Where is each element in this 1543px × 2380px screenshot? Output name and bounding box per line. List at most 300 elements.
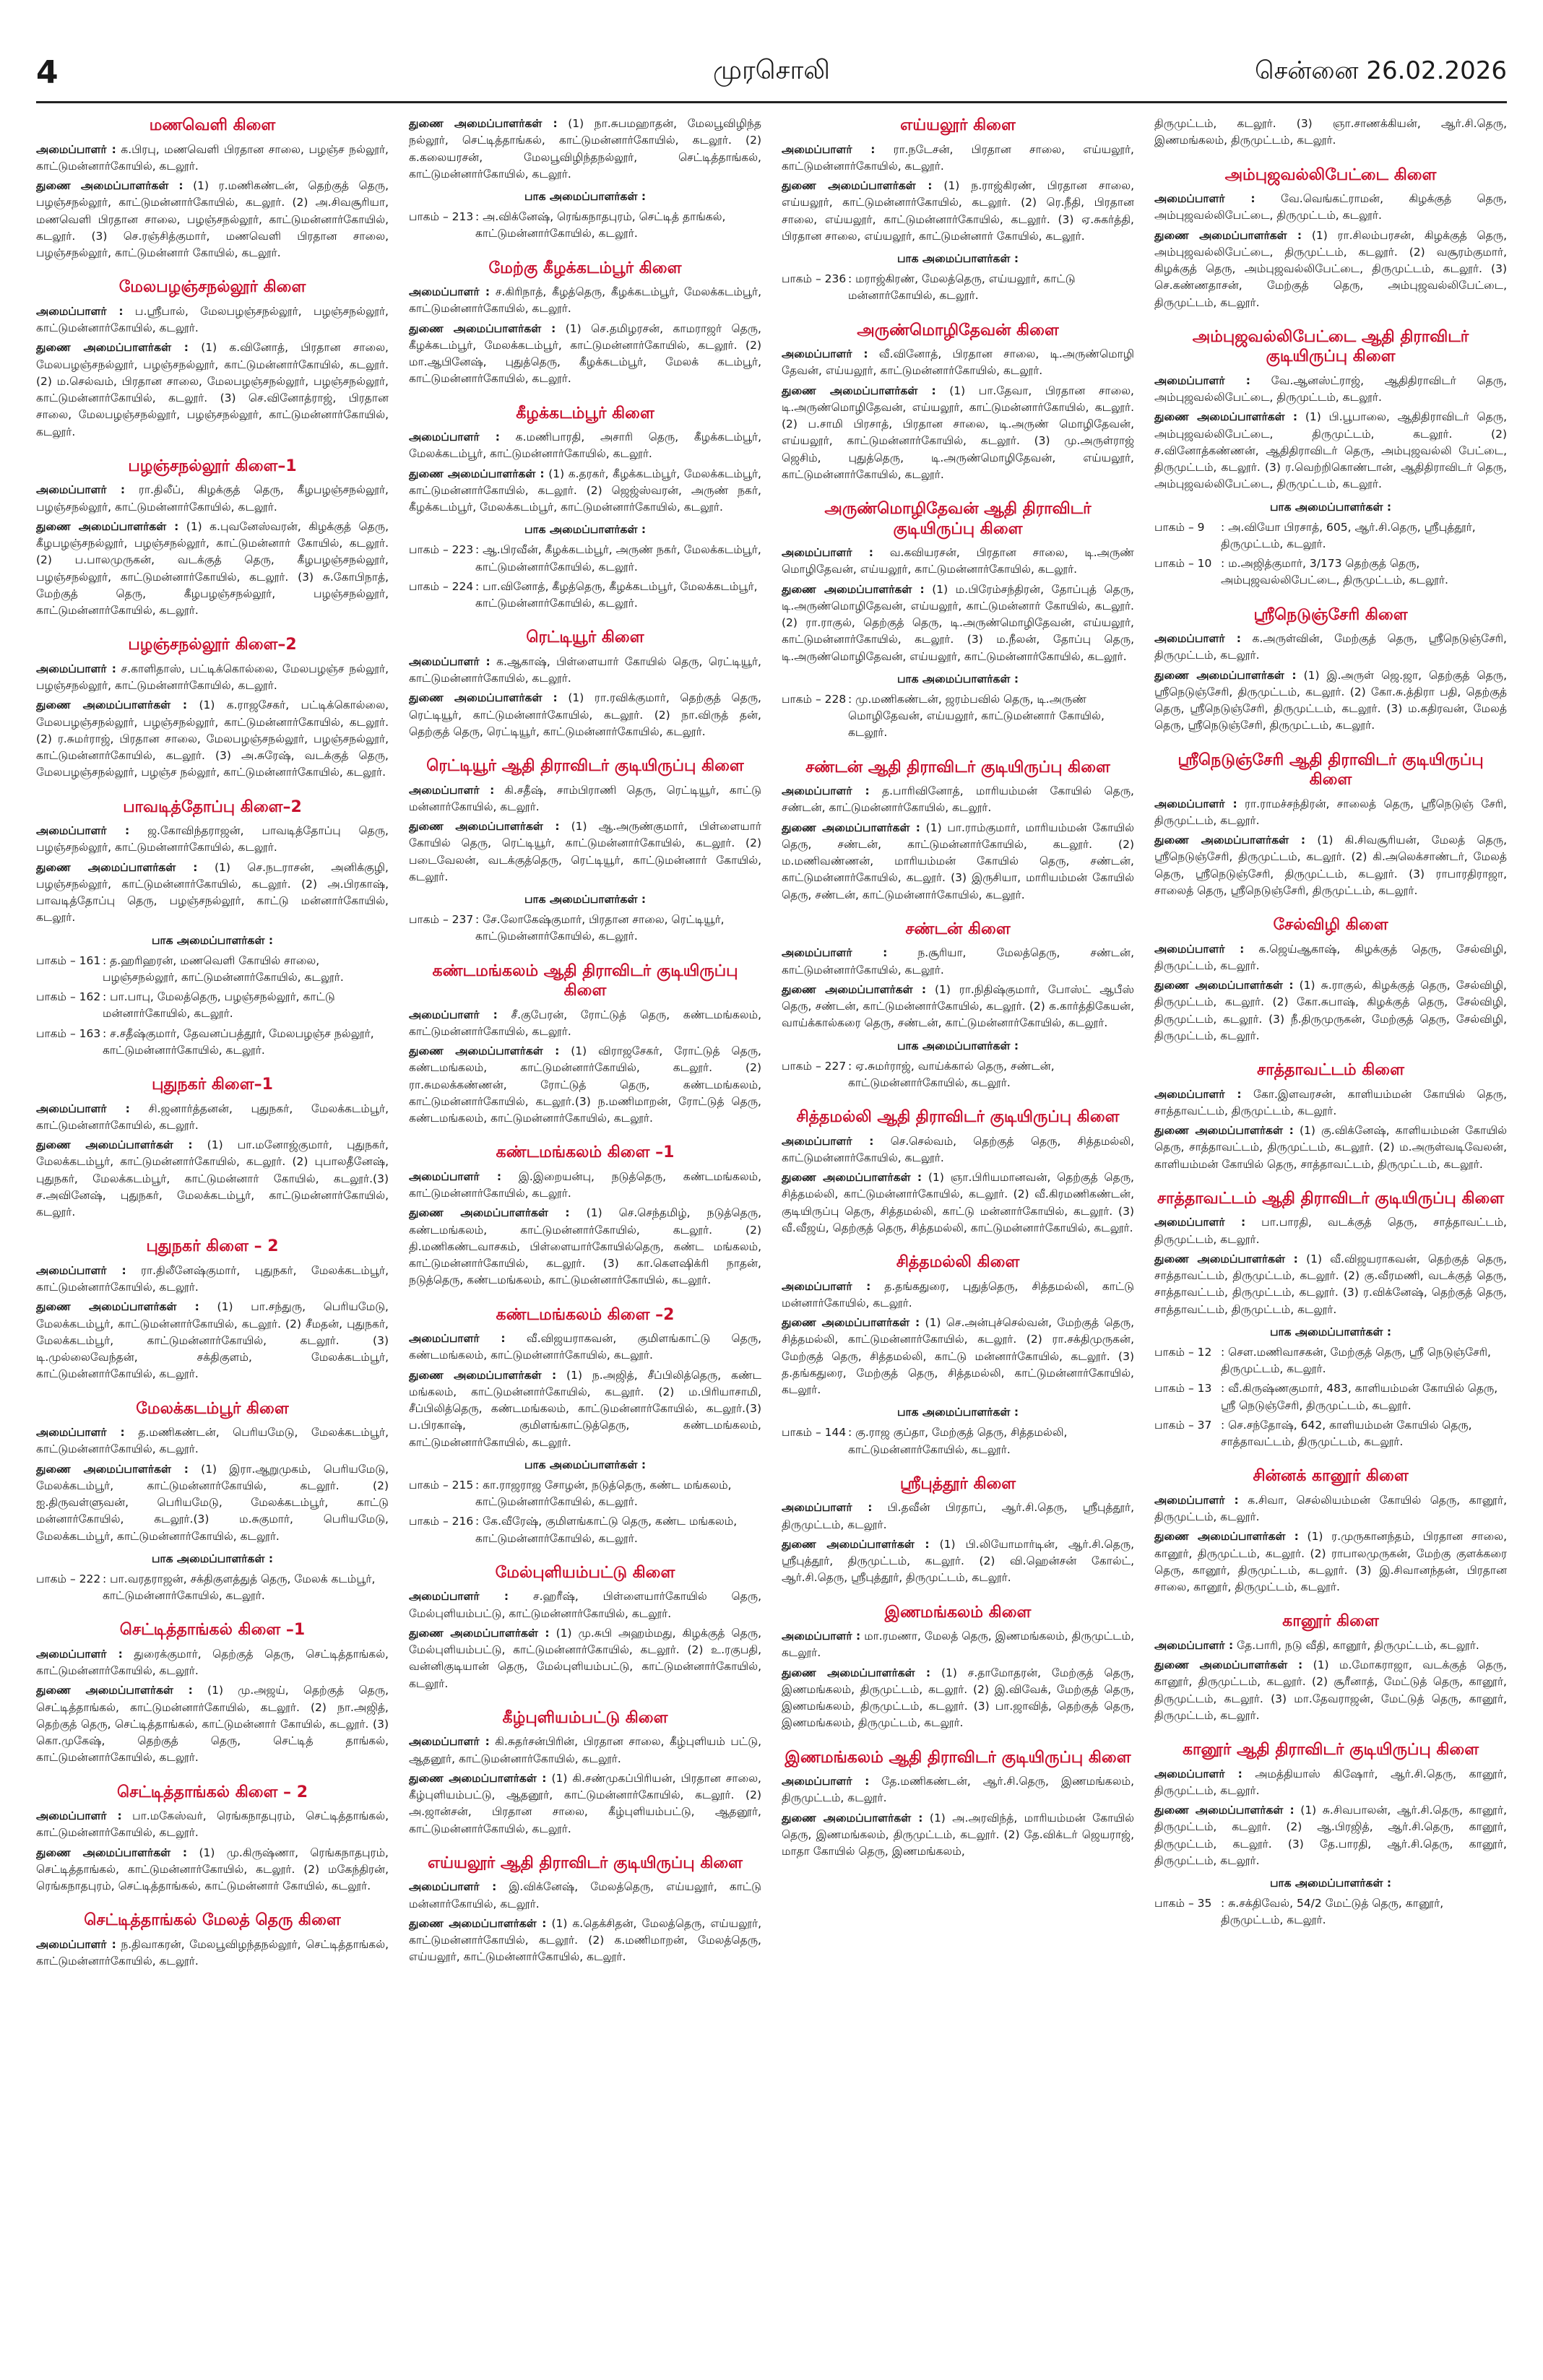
branch-block (409, 1853, 761, 1966)
role-label: அமைப்பாளர் : (782, 1501, 873, 1515)
booth-officer: : சௌ.மணிவாசகன், மேற்குத் தெரு, ஸ்ரீ நெடுஞ்சேரி, திருமுட்டம், கடலூர். (1221, 1345, 1491, 1375)
role-label: அமைப்பாளர் : (1154, 797, 1237, 810)
officer-details: (1) ர.மணிகண்டன், தெற்குத் தெரு, பழஞ்சநல்லூர், காட்டுமன்னார்கோயில், கடலூர். (2) அ.சிவசூரியா, மணவெளி பிரதான சாலை, பழஞ்சநல்லூர், காட்டுமன்னார்கோயில், கடலூர். (3) செ.ரஞ்சித்குமார், மணவெளி பிரதான சாலை, பழஞ்சநல்லூர், காட்டுமன்னார் கோயில், கடலூர். (36, 179, 389, 259)
branch-block (36, 1620, 389, 1766)
officer-details: (1) கி.சிவசூரியன், மேலத் தெரு, ஸ்ரீநெடுஞ்சேரி, திருமுட்டம், கடலூர். (2) கி.அலெக்சாண்டர், மேலத் தெரு, ஸ்ரீநெடுஞ்சேரி, திருமுட்டம், கடலூர். (3) ராபாரதிராஜா, சாலைத் தெரு, ஸ்ரீநெடுஞ்சேரி, திருமுட்டம், கடலூர். (1154, 834, 1507, 897)
branch-block (409, 1305, 761, 1547)
officer-details: சி.ஜனார்த்தனன், புதுநகர், மேலக்கடம்பூர், காட்டுமன்னார்கோயில், கடலூர். (36, 1102, 389, 1132)
branch-block (1154, 750, 1507, 900)
role-label: அமைப்பாளர் : (409, 654, 490, 668)
officer-entry (36, 1424, 389, 1458)
branch-title: கண்டமங்கலம் ஆதி திராவிடர் குடியிருப்பு கிளை (432, 961, 738, 1000)
officer-details: ந.திவாகரன், மேலபூவிழந்தநல்லூர், செட்டித்தாங்கல், காட்டுமன்னார்கோயில், கடலூர். (36, 1937, 389, 1968)
role-label: அமைப்பாளர் : (782, 1279, 871, 1293)
role-label: அமைப்பாளர் : (782, 1775, 870, 1788)
branch-title: அம்புஜவல்லிபேட்டை கிளை (1224, 165, 1437, 184)
officer-entry (409, 1625, 761, 1692)
booth-officer: : ஆ.பிரவீன், கீழக்கடம்பூர், அருண் நகர், மேலக்கடம்பூர், காட்டுமன்னார்கோயில், கடலூர். (475, 543, 761, 574)
booth-officer: : வீ.கிருஷ்ணகுமார், 483, காளியம்மன் கோயில் தெரு, ஸ்ரீ நெடுஞ்சேரி, திருமுட்டம், கடலூர். (1221, 1382, 1498, 1412)
officer-entry (782, 1628, 1134, 1662)
officer-entry (782, 1500, 1134, 1533)
branch-title: சண்டன் ஆதி திராவிடர் குடியிருப்பு கிளை (805, 758, 1110, 776)
officer-details: த.தங்கதுரை, புதுத்தெரு, சித்தமல்லி, காட்டு மன்னார்கோயில், கடலூர். (782, 1279, 1134, 1310)
officer-entry (36, 142, 389, 176)
branch-block (1154, 116, 1507, 150)
role-label: அமைப்பாளர் : (36, 1647, 123, 1661)
branch-block (36, 635, 389, 781)
officer-entry (409, 1916, 761, 1966)
role-label: துணை அமைப்பாளர்கள் : (782, 1171, 922, 1184)
branch-title: ரெட்டியூர் கிளை (526, 628, 644, 647)
officer-details: கோ.இளவரசன், காளியம்மன் கோயில் தெரு, சாத்தாவட்டம், திருமுட்டம், கடலூர். (1154, 1087, 1507, 1117)
branch-block (1154, 327, 1507, 589)
officer-entry (36, 1646, 389, 1680)
officer-entry (782, 982, 1134, 1032)
officer-details: (1) க.தெக்சிதன், மேலத்தெரு, எய்யலூர், காட்டுமன்னார்கோயில், கடலூர். (2) க.மணிமாறன், மேலத்தெரு, எய்யலூர், காட்டுமன்னார்கோயில், கடலூர். (409, 1916, 761, 1964)
officer-entry (782, 1169, 1134, 1237)
role-label: அமைப்பாளர் : (1154, 1638, 1234, 1652)
officer-details: (1) ந.அஜித், சீப்பிலித்தெரு, கண்ட மங்கலம், காட்டுமன்னார்கோயில், கடலூர். (2) ம.பிரியாசாமி, சீப்பிலித்தெரு, கண்டமங்கலம், காட்டுமன்னார்கோயில், கடலூர்.(3) ப.பிரகாஷ், குமிளங்காட்டுத்தெரு, கண்டமங்கலம், காட்டுமன்னார்கோயில், கடலூர். (409, 1368, 761, 1449)
officer-details: (1) க.தரகர், கீழக்கடம்பூர், மேலக்கடம்பூர், காட்டுமன்னார்கோயில், கடலூர். (2) ஜெஜ்ஸ்வரன், அருண் நகர், கீழக்கடம்பூர், மேலக்கடம்பூர், காட்டுமன்னார்கோயில், கடலூர். (409, 467, 761, 514)
booth-officer: : செ.சந்தோஷ், 642, காளியம்மன் கோயில் தெரு, சாத்தாவட்டம், திருமுட்டம், கடலூர். (1221, 1418, 1472, 1448)
booth-officer: : பா.வரதராஜன், சக்திகுளத்துத் தெரு, மேலக் கடம்பூர், காட்டுமன்னார்கோயில், கடலூர். (103, 1572, 376, 1602)
officer-details: (1) பா.சந்துரு, பெரியமேடு, மேலக்கடம்பூர், காட்டுமன்னார்கோயில், கடலூர். (2) சீமதன், புதுநகர், மேலக்கடம்பூர், காட்டுமன்னார்கோயில், கடலூர். (3) டி.முல்லைவேந்தன், சக்திகுளம், மேலக்கடம்பூர், காட்டுமன்னார்கோயில், கடலூர். (36, 1300, 389, 1381)
booth-officer: : ம.அஜித்குமார், 3/173 தெற்குத் தெரு, அம்புஜவல்லிபேட்டை, திருமுட்டம், கடலூர். (1221, 557, 1448, 587)
officer-entry (782, 1665, 1134, 1732)
officer-details: (1) ஆ.அருண்குமார், பிள்ளையார் கோயில் தெரு, ரெட்டியூர், காட்டுமன்னார்கோயில், கடலூர். (2) படைவேலன், வடக்குத்தெரு, ரெட்டியூர், காட்டுமன்னார் கோயில், கடலூர். (409, 820, 761, 883)
booth-heading: பாக அமைப்பாளர்கள் : (896, 1039, 1019, 1052)
officer-entry (409, 321, 761, 388)
branch-title: சண்டன் கிளை (905, 919, 1011, 938)
branch-title: சின்னக் கானூர் கிளை (1253, 1467, 1409, 1486)
officer-entry (1154, 796, 1507, 830)
officer-details: திருமுட்டம், கடலூர். (3) ஞா.சாணக்கியன், ஆர்.சி.தெரு, இணமங்கலம், திருமுட்டம், கடலூர். (1154, 117, 1507, 147)
booth-heading: பாக அமைப்பாளர்கள் : (896, 1406, 1019, 1419)
booth-row (782, 271, 1134, 305)
booth-heading: பாக அமைப்பாளர்கள் : (524, 893, 647, 906)
branch-title: அருண்மொழிதேவன் ஆதி திராவிடர் குடியிருப்பு கிளை (824, 500, 1092, 538)
officer-entry (1154, 228, 1507, 311)
officer-entry (409, 1330, 761, 1364)
role-label: அமைப்பாளர் : (36, 142, 116, 156)
booth-officer: : பா.வினோத், கீழத்தெரு, கீழக்கடம்பூர், மேலக்கடம்பூர், காட்டுமன்னார்கோயில், கடலூர். (475, 579, 758, 610)
role-label: துணை அமைப்பாளர்கள் : (1154, 410, 1298, 424)
role-label: துணை அமைப்பாளர்கள் : (409, 1206, 570, 1220)
officer-details: (1) ச.தாமோதரன், மேற்குத் தெரு, இணமங்கலம், திருமுட்டம், கடலூர். (2) இ.விவேக், மேற்குத் தெரு, இணமங்கலம், திருமுட்டம், கடலூர். (3) பா.ஜாவித், தெற்குத் தெரு, இணமங்கலம், திருமுட்டம், கடலூர். (782, 1666, 1134, 1730)
booth-row (1154, 1380, 1507, 1414)
booth-number: பாகம் – 35 (1154, 1897, 1212, 1910)
officer-details: செ.செல்வம், தெற்குத் தெரு, சித்தமல்லி, காட்டுமன்னார்கோயில், கடலூர். (782, 1134, 1134, 1164)
header-rule (36, 101, 1507, 103)
officer-entry (409, 1007, 761, 1041)
branch-title: மேலபழஞ்சநல்லூர் கிளை (118, 278, 306, 297)
officer-details: (1) க.வினோத், பிரதான சாலை, மேலபழஞ்சநல்லூர், பழஞ்சநல்லூர், காட்டுமன்னார்கோயில், கடலூர். (2) ம.செல்வம், பிரதான சாலை, மேலபழஞ்சநல்லூர், பழஞ்சநல்லூர், காட்டுமன்னார்கோயில், கடலூர். (3) செ.வினோத்ராஜ், பிரதான சாலை, மேலபழஞ்சநல்லூர், பழஞ்சநல்லூர், காட்டுமன்னார்கோயில், கடலூர். (36, 341, 389, 438)
column-1 (36, 116, 389, 2358)
branch-title: கீழ்புளியம்பட்டு கிளை (502, 1708, 668, 1727)
officer-details: வே.வெங்கட்ராமன், கிழக்குத் தெரு, அம்புஜவல்லிபேட்டை, திருமுட்டம், கடலூர். (1154, 192, 1507, 222)
officer-entry (409, 1770, 761, 1838)
booth-heading: பாக அமைப்பாளர்கள் : (524, 190, 647, 203)
branch-title: எய்யலூர் ஆதி திராவிடர் குடியிருப்பு கிளை (427, 1853, 743, 1872)
booth-number: பாகம் – 227 (782, 1059, 847, 1073)
officer-details: (1) மு.கிருஷ்ணா, ரெங்கநாதபுரம், செட்டித்தாங்கல், காட்டுமன்னார்கோயில், கடலூர். (2) மகேந்திரன், ரெங்கநாதபுரம், செட்டித்தாங்கல், காட்டுமன்னார் கோயில், கடலூர். (36, 1845, 389, 1892)
column-2 (409, 116, 761, 2358)
role-label: அமைப்பாளர் : (1154, 192, 1255, 205)
branch-title: ஸ்ரீபுத்தூர் கிளை (899, 1474, 1016, 1493)
officer-entry (782, 346, 1134, 380)
branch-title: அம்புஜவல்லிபேட்டை ஆதி திராவிடர் குடியிருப்பு கிளை (1192, 327, 1469, 366)
officer-details: (1) சு.ராகுல், கிழக்குத் தெரு, சேல்விழி, திருமுட்டம், கடலூர். (2) கோ.சுபாஷ், கிழக்குத் தெரு, சேல்விழி, திருமுட்டம், கடலூர். (3) நீ.திருமுருகன், மேற்குத் தெரு, சேல்விழி, திருமுட்டம், கடலூர். (1154, 979, 1507, 1042)
role-label: அமைப்பாளர் : (36, 1263, 126, 1277)
role-label: அமைப்பாளர் : (1154, 1087, 1242, 1101)
officer-details: ச.ஹரீஷ், பிள்ளையார்கோயில் தெரு, மேல்புளியம்பட்டு, காட்டுமன்னார்கோயில், கடலூர். (409, 1590, 761, 1620)
officer-entry (1154, 1657, 1507, 1724)
officer-entry (1154, 1766, 1507, 1800)
booth-number: பாகம் – 144 (782, 1426, 847, 1440)
officer-details: (1) செ.நடராசன், அனிக்குழி, பழஞ்சநல்லூர், காட்டுமன்னார்கோயில், கடலூர். (2) அ.பிரகாஷ், பாவடித்தோப்பு தெரு, பழஞ்சநல்லூர், காட்டு மன்னார்கோயில், கடலூர். (36, 860, 389, 925)
booth-row (409, 1513, 761, 1547)
officer-details: (1) வீ.விஜயராகவன், தெற்குத் தெரு, சாத்தாவட்டம், திருமுட்டம், கடலூர். (2) கு.வீரமணி, வடக்குத் தெரு, சாத்தாவட்டம், திருமுட்டம், கடலூர். (3) ர.விக்னேஷ், தெற்குத் தெரு, சாத்தாவட்டம், திருமுட்டம், கடலூர். (1154, 1252, 1507, 1316)
officer-details: ப.ஸ்ரீபால், மேலபழஞ்சநல்லூர், பழஞ்சநல்லூர், காட்டுமன்னார்கோயில், கடலூர். (36, 304, 389, 334)
booth-row (409, 1477, 761, 1511)
role-label: அமைப்பாளர் : (782, 142, 876, 156)
booth-officer: : சே.லோகேஷ்குமார், பிரதான சாலை, ரெட்டியூர், காட்டுமன்னார்கோயில், கடலூர். (475, 913, 725, 943)
booth-row (1154, 1895, 1507, 1929)
officer-details: (1) அ.அரவிந்த், மாரியம்மன் கோயில் தெரு, இணமங்கலம், திருமுட்டம், கடலூர். (2) தே.விக்டர் ஜெயராஜ், மாதா கோயில் தெரு, இணமங்கலம், (782, 1811, 1134, 1858)
branch-title: கானூர் ஆதி திராவிடர் குடியிருப்பு கிளை (1182, 1741, 1479, 1759)
branch-title: எய்யலூர் கிளை (900, 116, 1016, 134)
page-number: 4 (36, 53, 59, 91)
role-label: அமைப்பாளர் : (1154, 1493, 1239, 1507)
branch-block (409, 756, 761, 945)
branch-block (36, 277, 389, 441)
role-label: துணை அமைப்பாளர்கள் : (409, 1368, 557, 1382)
officer-entry (1154, 832, 1507, 899)
role-label: துணை அமைப்பாளர்கள் : (782, 1666, 931, 1679)
role-label: துணை அமைப்பாளர்கள் : (1154, 1804, 1295, 1817)
role-label: அமைப்பாளர் : (1154, 1767, 1242, 1780)
branch-title: இணமங்கலம் கிளை (884, 1603, 1032, 1622)
role-label: அமைப்பாளர் : (409, 1590, 509, 1604)
booth-row (1154, 519, 1507, 553)
role-label: அமைப்பாளர் : (36, 662, 116, 675)
officer-details: (1) ந.ராஜ்கிரண், பிரதான சாலை, எய்யலூர், காட்டுமன்னார்கோயில், கடலூர். (2) ரெ.நீதி, பிரதான சாலை, எய்யலூர், காட்டுமன்னார்கோயில், கடலூர். (3) ஏ.சுகர்த்தி, பிரதான சாலை, எய்யலூர், காட்டுமன்னார் கோயில், கடலூர். (782, 179, 1134, 243)
branch-block (36, 1783, 389, 1895)
officer-entry (409, 818, 761, 886)
branch-block (409, 404, 761, 613)
branch-title: சாத்தாவட்டம் ஆதி திராவிடர் குடியிருப்பு கிளை (1157, 1189, 1505, 1208)
role-label: அமைப்பாளர் : (1154, 373, 1250, 387)
role-label: துணை அமைப்பாளர்கள் : (1154, 1252, 1298, 1265)
role-label: அமைப்பாளர் : (782, 347, 868, 360)
role-label: அமைப்பாளர் : (409, 1169, 502, 1183)
role-label: துணை அமைப்பாளர்கள் : (782, 582, 925, 596)
officer-entry (409, 1169, 761, 1203)
role-label: துணை அமைப்பாளர்கள் : (36, 698, 188, 712)
officer-entry (36, 339, 389, 441)
officer-entry (409, 429, 761, 463)
officer-entry (782, 1536, 1134, 1587)
booth-number: பாகம் – 228 (782, 692, 847, 706)
booth-heading: பாக அமைப்பாளர்கள் : (1269, 500, 1392, 514)
branch-block (36, 1911, 389, 1970)
role-label: துணை அமைப்பாளர்கள் : (782, 821, 920, 834)
booth-number: பாகம் – 9 (1154, 520, 1205, 534)
branch-title: செட்டித்தாங்கல் கிளை –1 (119, 1621, 306, 1640)
role-label: துணை அமைப்பாளர்கள் : (36, 1300, 199, 1314)
role-label: துணை அமைப்பாளர்கள் : (409, 467, 545, 480)
officer-details: ரா.நடேசன், பிரதான சாலை, எய்யலூர், காட்டுமன்னார்கோயில், கடலூர். (782, 142, 1134, 173)
branch-title: புதுநகர் கிளை – 2 (146, 1237, 279, 1256)
officer-details: த.மணிகண்டன், பெரியமேடு, மேலக்கடம்பூர், காட்டுமன்னார்கோயில், கடலூர். (36, 1426, 389, 1456)
officer-entry (1154, 1528, 1507, 1596)
officer-details: (1) ரா.ரவிக்குமார், தெற்குத் தெரு, ரெட்டியூர், காட்டுமன்னார்கோயில், கடலூர். (2) நா.விருத் தன், தெற்குத் தெரு, ரெட்டியூர், காட்டுமன்னார்கோயில், கடலூர். (409, 691, 761, 738)
booth-row (1154, 1417, 1507, 1451)
booth-row (409, 209, 761, 243)
role-label: துணை அமைப்பாளர்கள் : (409, 1044, 560, 1057)
officer-details: (1) பா.ராம்குமார், மாரியம்மன் கோயில் தெரு, சண்டன், காட்டுமன்னார்கோயில், கடலூர். (2) ம.மணிவண்ணன், மாரியம்மன் கோயில் தெரு, சண்டன், காட்டுமன்னார்கோயில், கடலூர். (3) இருசியா, மாரியம்மன் கோயில் தெரு, சண்டன், காட்டுமன்னார்கோயில், கடலூர். (782, 821, 1134, 901)
officer-entry (782, 945, 1134, 979)
officer-details: (1) செ.அன்புச்செல்வன், மேற்குத் தெரு, சித்தமல்லி, காட்டுமன்னார்கோயில், கடலூர். (2) ரா.சக்திமுருகன், மேற்குத் தெரு, சித்தமல்லி, காட்டு மன்னார்கோயில், கடலூர். (3) த.தங்கதுரை, மேற்குத் தெரு, சித்தமல்லி, காட்டுமன்னார்கோயில், கடலூர். (782, 1316, 1134, 1396)
booth-heading: பாக அமைப்பாளர்கள் : (524, 523, 647, 537)
role-label: அமைப்பாளர் : (782, 1134, 874, 1148)
officer-details: (1) இ.அருள் ஜெ.ஜா, தெற்குத் தெரு, ஸ்ரீநெடுஞ்சேரி, திருமுட்டம், கடலூர். (2) கோ.சு.த்திரா பதி, தெற்குத் தெரு, ஸ்ரீநெடுஞ்சேரி, திருமுட்டம், கடலூர். (3) ம.கதிரவன், மேலத் தெரு, ஸ்ரீநெடுஞ்சேரி, திருமுட்டம், கடலூர். (1154, 668, 1507, 732)
officer-details: தே.பாரி, நடு வீதி, கானூர், திருமுட்டம், கடலூர். (1237, 1638, 1479, 1652)
officer-details: த.பாரிவினோத், மாரியம்மன் கோயில் தெரு, சண்டன், காட்டுமன்னார்கோயில், கடலூர். (782, 784, 1134, 815)
officer-entry (782, 1810, 1134, 1861)
booth-row (36, 1571, 389, 1605)
officer-entry (409, 1205, 761, 1289)
officer-entry (1154, 1214, 1507, 1248)
officer-entry (1154, 1802, 1507, 1869)
officer-entry (782, 1278, 1134, 1312)
branch-title: கண்டமங்கலம் கிளை –2 (496, 1305, 675, 1324)
officer-details: ந.சூரியா, மேலத்தெரு, சண்டன், காட்டுமன்னார்கோயில், கடலூர். (782, 946, 1134, 977)
branch-title: மேலக்கடம்பூர் கிளை (136, 1399, 289, 1418)
role-label: அமைப்பாளர் : (409, 1880, 497, 1894)
officer-details: (1) ம.பிரேம்சந்திரன், தோப்புத் தெரு, டி.அருண்மொழிதேவன், எய்யலூர், காட்டுமன்னார் கோயில், கடலூர். (2) ரா.ராகுல், தெற்குத் தெரு, டி.அருண்மொழிதேவன், எய்யலூர், காட்டுமன்னார்கோயில், கடலூர். (3) ம.நீலன், தோப்பு தெரு, டி.அருண்மொழிதேவன், எய்யலூர், காட்டுமன்னார்கோயில், கடலூர். (782, 582, 1134, 663)
officer-details: (1) கி.சண்முகப்பிரியன், பிரதான சாலை, கீழ்புளியம்பட்டு, ஆதனூர், காட்டுமன்னார்கோயில், கடலூர். (2) அ.ஜான்சன், பிரதான சாலை, கீழ்புளியம்பட்டு, ஆதனூர், காட்டுமன்னார்கோயில், கடலூர். (409, 1771, 761, 1835)
officer-details: (1) பி.லியோமார்டின், ஆர்.சி.தெரு, ஸ்ரீபுத்தூர், திருமுட்டம், கடலூர். (2) வி.ஹென்சன் கோல்ட், ஆர்.சி.தெரு, ஸ்ரீபுத்தூர், திருமுட்டம், கடலூர். (782, 1537, 1134, 1585)
branch-block (409, 116, 761, 243)
role-label: அமைப்பாளர் : (782, 1630, 861, 1643)
officer-entry (36, 661, 389, 695)
officer-entry (36, 697, 389, 781)
branch-block (1154, 605, 1507, 735)
role-label: துணை அமைப்பாளர்கள் : (409, 321, 556, 335)
officer-details: (1) சு.சிவபாலன், ஆர்.சி.தெரு, கானூர், திருமுட்டம், கடலூர். (2) ஆ.பிரஜித், ஆர்.சி.தெரு, கானூர், திருமுட்டம், கடலூர். (3) தே.பாரதி, ஆர்.சி.தெரு, கானூர், திருமுட்டம், கடலூர். (1154, 1804, 1507, 1867)
role-label: துணை அமைப்பாளர்கள் : (409, 1771, 547, 1785)
role-label: அமைப்பாளர் : (36, 1937, 116, 1951)
booth-row (36, 953, 389, 987)
booth-number: பாகம் – 161 (36, 953, 101, 967)
booth-number: பாகம் – 37 (1154, 1418, 1212, 1432)
masthead (36, 51, 1507, 94)
dateline: சென்னை 26.02.2026 (1255, 56, 1507, 85)
booth-number: பாகம் – 213 (409, 210, 474, 223)
role-label: துணை அமைப்பாளர்கள் : (409, 117, 558, 130)
officer-entry (1154, 977, 1507, 1044)
branch-title: கானூர் கிளை (1282, 1612, 1379, 1631)
role-label: அமைப்பாளர் : (1154, 632, 1241, 645)
officer-details: (1) பா.தேவா, பிரதான சாலை, டி.அருண்மொழிதேவன், எய்யலூர், காட்டுமன்னார்கோயில், கடலூர். (2) ப.சாமி பிரசாத், பிரதான சாலை, டி.அருண் மொழிதேவன், எய்யலூர், காட்டுமன்னார்கோயில், கடலூர். (3) மு.அருள்ராஜ் ஜெசிம், புதுத்தெரு, டி.அருண்மொழிதேவன், எய்யலூர், காட்டுமன்னார்கோயில், கடலூர். (782, 384, 1134, 481)
branch-title: பழஞ்சநல்லூர் கிளை–1 (128, 456, 297, 475)
officer-details: துரைக்குமார், தெற்குத் தெரு, செட்டித்தாங்கல், காட்டுமன்னார்கோயில், கடலூர். (36, 1647, 389, 1677)
branch-block (782, 1603, 1134, 1732)
officer-details: ச.காளிதாஸ், பட்டிக்கொல்லை, மேலபழஞ்ச நல்லூர், பழஞ்சநல்லூர், காட்டுமன்னார்கோயில், கடலூர். (36, 662, 389, 692)
officer-entry (409, 690, 761, 740)
booth-officer: : ச.சதீஷ்குமார், தேவனப்பத்தூர், மேலபழஞ்ச நல்லூர், காட்டுமன்னார்கோயில், கடலூர். (103, 1026, 374, 1057)
role-label: அமைப்பாளர் : (36, 1809, 122, 1822)
booth-heading: பாக அமைப்பாளர்கள் : (151, 1552, 274, 1565)
column-3 (782, 116, 1134, 2358)
officer-details: ரா.திலீனேஷ்குமார், புதுநகர், மேலக்கடம்பூர், காட்டுமன்னார்கோயில், கடலூர். (36, 1263, 389, 1294)
booth-row (782, 1058, 1134, 1092)
officer-details: இ.இறையன்பு, நடுத்தெரு, கண்டமங்கலம், காட்டுமன்னார்கோயில், கடலூர். (409, 1169, 761, 1200)
officer-entry (36, 1808, 389, 1842)
officer-details: சீ.குபேரன், ரோட்டுத் தெரு, கண்டமங்கலம், காட்டுமன்னார்கோயில், கடலூர். (409, 1008, 761, 1038)
officer-entry (1154, 191, 1507, 225)
branch-block (782, 1748, 1134, 1861)
officer-entry (1154, 1086, 1507, 1120)
role-label: துணை அமைப்பாளர்கள் : (782, 384, 936, 397)
officer-details: இ.விக்னேஷ், மேலத்தெரு, எய்யலூர், காட்டு மன்னார்கோயில், கடலூர். (409, 1880, 761, 1911)
booth-officer: : கே.வீரேஷ், குமிளங்காட்டு தெரு, கண்ட மங்கலம், காட்டுமன்னார்கோயில், கடலூர். (475, 1515, 738, 1545)
officer-entry (36, 1461, 389, 1545)
booth-row (409, 542, 761, 576)
branch-title: பழஞ்சநல்லூர் கிளை–2 (128, 636, 297, 654)
officer-details: வே.ஆனஸ்ட்ராஜ், ஆதிதிராவிடர் தெரு, அம்புஜவல்லிபேட்டை, திருமுட்டம், கடலூர். (1154, 373, 1507, 404)
booth-number: பாகம் – 10 (1154, 557, 1212, 570)
officer-details: வ.கவியரசன், பிரதான சாலை, டி.அருண் மொழிதேவன், எய்யலூர், காட்டுமன்னார்கோயில், கடலூர். (782, 546, 1134, 576)
booth-officer: : கு.ராஜ குப்தா, மேற்குத் தெரு, சித்தமல்லி, காட்டுமன்னார்கோயில், கடலூர். (848, 1426, 1068, 1456)
officer-entry (36, 1263, 389, 1297)
officer-entry (782, 1133, 1134, 1167)
officer-entry (409, 116, 761, 183)
officer-entry (409, 1367, 761, 1451)
officer-entry (409, 284, 761, 318)
officer-details: க.மணிபாரதி, அசாரி தெரு, கீழக்கடம்பூர், மேலக்கடம்பூர், காட்டுமன்னார்கோயில், கடலூர். (409, 430, 761, 461)
branch-block (782, 499, 1134, 742)
branch-title: அருண்மொழிதேவன் கிளை (857, 321, 1059, 339)
branch-title: மேற்கு கீழக்கடம்பூர் கிளை (488, 259, 682, 277)
officer-details: (1) ர.முருகானந்தம், பிரதான சாலை, கானூர், திருமுட்டம், கடலூர். (2) ராபாலமுருகன், மேற்கு குளக்கரை தெரு, கானூர், திருமுட்டம், கடலூர். (3) இ.சிவானந்தன், பிரதான சாலை, கானூர், திருமுட்டம், கடலூர். (1154, 1530, 1507, 1593)
officer-entry (36, 1682, 389, 1766)
branch-title: செட்டித்தாங்கல் மேலத் தெரு கிளை (84, 1911, 341, 1930)
role-label: துணை அமைப்பாளர்கள் : (36, 860, 198, 874)
booth-row (1154, 555, 1507, 589)
branch-block (1154, 1740, 1507, 1929)
booth-number: பாகம் – 236 (782, 272, 847, 285)
branch-block (409, 259, 761, 388)
officer-details: (1) பா.மனோஜ்குமார், புதுநகர், மேலக்கடம்பூர், காட்டுமன்னார்கோயில், கடலூர். (2) புபாலதீனேஷ், புதுநகர், மேலக்கடம்பூர், காட்டுமன்னார் கோயில், கடலூர்.(3) ச.அவினேஷ், புதுநகர், மேலக்கடம்பூர், காட்டுமன்னார்கோயில், கடலூர். (36, 1138, 389, 1219)
role-label: துணை அமைப்பாளர்கள் : (1154, 979, 1294, 992)
officer-entry (1154, 667, 1507, 735)
booth-row (782, 1424, 1134, 1458)
branch-block (1154, 1189, 1507, 1451)
officer-details: க.அருள்வின், மேற்குத் தெரு, ஸ்ரீநெடுஞ்சேரி, திருமுட்டம், கடலூர். (1154, 632, 1507, 662)
branch-block (1154, 165, 1507, 311)
role-label: அமைப்பாளர் : (409, 1332, 506, 1345)
branch-block (409, 961, 761, 1128)
role-label: துணை அமைப்பாளர்கள் : (409, 1916, 547, 1930)
branch-title: சேல்விழி கிளை (1273, 916, 1388, 934)
officer-entry (36, 1845, 389, 1895)
branch-block (36, 456, 389, 620)
branch-block (782, 321, 1134, 484)
role-label: துணை அமைப்பாளர்கள் : (409, 820, 560, 833)
officer-details: (1) நா.சுபமஹாதன், மேலபூவிழிந்த நல்லூர், செட்டித்தாங்கல், காட்டுமன்னார்கோயில், கடலூர். (2) க.கலையரசன், மேலபூவிழிந்தநல்லூர், செட்டித்தாங்கல், காட்டுமன்னார்கோயில், கடலூர். (409, 117, 761, 181)
officer-entry (36, 1299, 389, 1382)
booth-number: பாகம் – 223 (409, 543, 474, 557)
branch-block (409, 1143, 761, 1289)
booth-row (409, 912, 761, 945)
booth-number: பாகம் – 215 (409, 1478, 474, 1492)
role-label: அமைப்பாளர் : (409, 285, 490, 298)
officer-details: (1) பி.பூபாலை, ஆதிதிராவிடர் தெரு, அம்புஜவல்லிபேட்டை, திருமுட்டம், கடலூர். (2) ச.வினோத்கண்ணன், ஆதிதிராவிடர் தெரு, அம்புஜவல்லி பேட்டை, திருமுட்டம், கடலூர். (3) ர.வெற்றிகொண்டான், ஆதிதிராவிடர் தெரு, அம்புஜவல்லிபேட்டை, திருமுட்டம், கடலூர். (1154, 410, 1507, 491)
officer-entry (782, 178, 1134, 245)
branch-block (782, 919, 1134, 1091)
officer-entry (36, 823, 389, 857)
officer-entry (409, 1043, 761, 1127)
officer-details: (1) செ.தமிழரசன், காமராஜர் தெரு, கீழக்கடம்பூர், மேலக்கடம்பூர், காட்டுமன்னார்கோயில், கடலூர். (2) மா.ஆபினேஷ், புதுத்தெரு, கீழக்கடம்பூர், மேலக் கடம்பூர், காட்டுமன்னார்கோயில், கடலூர். (409, 321, 761, 386)
branch-block (409, 1708, 761, 1838)
role-label: அமைப்பாளர் : (409, 430, 500, 443)
booth-number: பாகம் – 163 (36, 1026, 101, 1040)
officer-details: (1) இரா.ஆறுமுகம், பெரியமேடு, மேலக்கடம்பூர், காட்டுமன்னார்கோயில், கடலூர். (2) ஐ.திருவள்ளுவன், பெரியமேடு, மேலக்கடம்பூர், காட்டு மன்னார்கோயில், கடலூர்.(3) ம.சுகுமார், பெரியமேடு, மேலக்கடம்பூர், காட்டுமன்னார்கோயில், கடலூர். (36, 1462, 389, 1543)
officer-details: ரா.ராமச்சந்திரன், சாலைத் தெரு, ஸ்ரீநெடுஞ் சேரி, திருமுட்டம், கடலூர். (1154, 797, 1507, 827)
officer-entry (782, 1315, 1134, 1398)
officer-entry (409, 1734, 761, 1767)
officer-details: (1) க.ராஜசேகர், பட்டிக்கொல்லை, மேலபழஞ்சநல்லூர், பழஞ்சநல்லூர், காட்டுமன்னார்கோயில், கடலூர். (2) ர.சுமர்ராஜ், பிரதான சாலை, மேலபழஞ்சநல்லூர், பழஞ்சநல்லூர், காட்டுமன்னார்கோயில், கடலூர். (3) அ.சுரேஷ், வடக்குத் தெரு, மேலபழஞ்சநல்லூர், பழஞ்ச நல்லூர், காட்டுமன்னார்கோயில், கடலூர். (36, 698, 389, 779)
officer-details: க.சிவா, செல்லியம்மன் கோயில் தெரு, கானூர், திருமுட்டம், கடலூர். (1154, 1493, 1507, 1523)
officer-entry (1154, 409, 1507, 493)
branch-block (782, 758, 1134, 904)
officer-entry (782, 142, 1134, 176)
role-label: துணை அமைப்பாளர்கள் : (1154, 1530, 1299, 1544)
officer-details: (1) க.புவனேஸ்வரன், கிழக்குத் தெரு, கீழபழஞ்சநல்லூர், பழஞ்சநல்லூர், காட்டுமன்னார் கோயில், கடலூர். (2) ப.பாலமுருகன், வடக்குத் தெரு, கீழபழஞ்சநல்லூர், பழஞ்சநல்லூர், காட்டுமன்னார்கோயில், கடலூர். (3) சு.கோபிநாத், மேற்குத் தெரு, கீழபழஞ்சநல்லூர், பழஞ்சநல்லூர், காட்டுமன்னார்கோயில், கடலூர். (36, 519, 389, 617)
officer-entry (36, 1101, 389, 1135)
officer-entry (782, 820, 1134, 904)
officer-details: (1) செ.செந்தமிழ், நடுத்தெரு, கண்டமங்கலம், காட்டுமன்னார்கோயில், கடலூர். (2) தி.மணிகண்டவாசகம், பிள்ளையார்கோயில்தெரு, கண்ட மங்கலம், காட்டுமன்னார்கோயில், கடலூர். (3) கா.கௌஷிக்ரி நாதன், நடுத்தெரு, கண்டமங்கலம், காட்டுமன்னார்கோயில், கடலூர். (409, 1206, 761, 1287)
booth-number: பாகம் – 224 (409, 579, 474, 593)
role-label: அமைப்பாளர் : (36, 483, 126, 497)
officer-details: வீ.விஜயராகவன், குமிளங்காட்டு தெரு, கண்டமங்கலம், காட்டுமன்னார்கோயில், கடலூர். (409, 1332, 761, 1362)
role-label: அமைப்பாளர் : (36, 1426, 125, 1439)
role-label: அமைப்பாளர் : (409, 1008, 498, 1021)
officer-entry (782, 581, 1134, 665)
booth-number: பாகம் – 162 (36, 990, 101, 1003)
branch-title: ரெட்டியூர் ஆதி திராவிடர் குடியிருப்பு கிளை (426, 757, 744, 775)
article-columns (36, 116, 1507, 2358)
branch-title: சித்தமல்லி கிளை (896, 1253, 1020, 1271)
officer-entry (1154, 1492, 1507, 1526)
role-label: துணை அமைப்பாளர்கள் : (409, 1626, 550, 1640)
newspaper-name: முரசொலி (713, 56, 830, 85)
branch-block (36, 1075, 389, 1221)
officer-entry (36, 1937, 389, 1970)
officer-entry (1154, 116, 1507, 150)
booth-number: பாகம் – 13 (1154, 1382, 1212, 1395)
role-label: துணை அமைப்பாளர்கள் : (36, 1684, 193, 1697)
booth-officer: : பா.பாபு, மேலத்தெரு, பழஞ்சநல்லூர், காட்டு மன்னார்கோயில், கடலூர். (103, 990, 335, 1021)
branch-block (409, 628, 761, 740)
role-label: துணை அமைப்பாளர்கள் : (409, 691, 558, 705)
officer-entry (36, 1137, 389, 1221)
role-label: அமைப்பாளர் : (409, 1735, 490, 1749)
column-4 (1154, 116, 1507, 2358)
booth-row (1154, 1344, 1507, 1378)
